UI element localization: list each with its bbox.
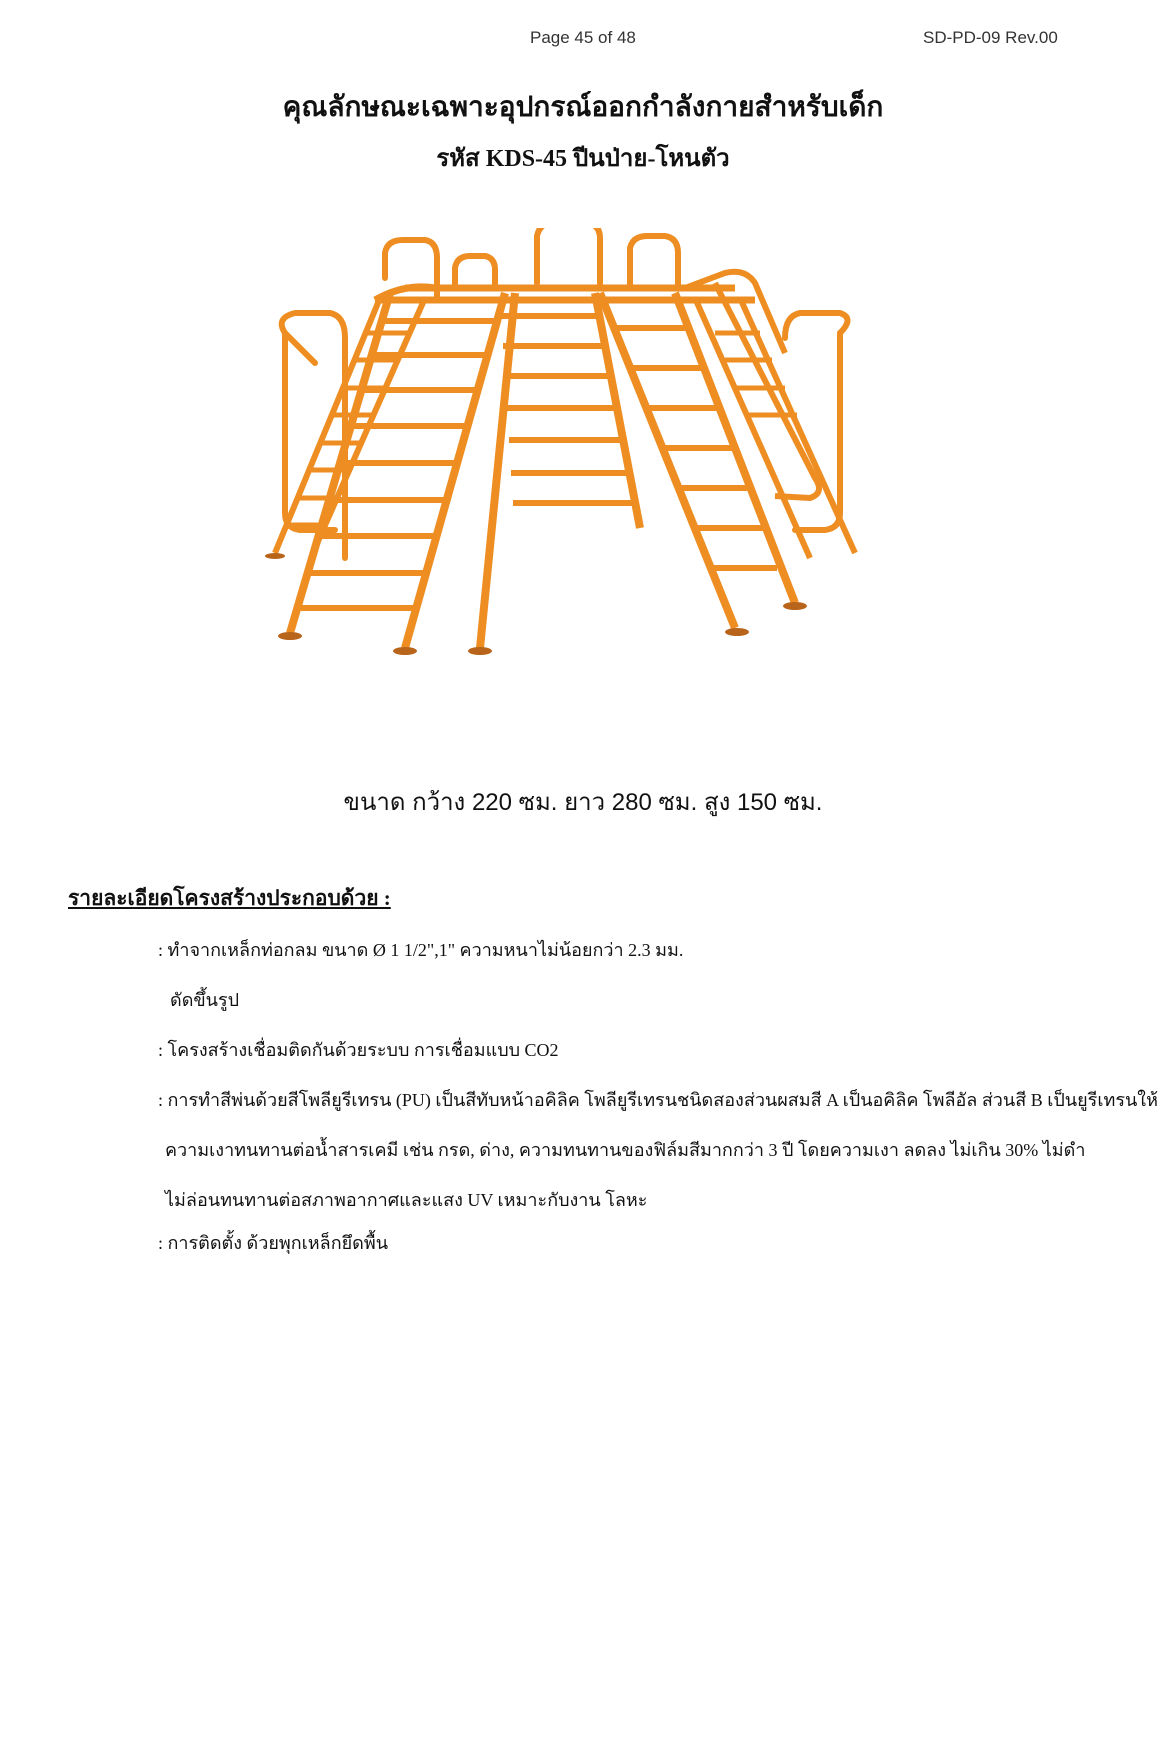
front-center-rungs bbox=[501, 316, 635, 503]
detail-line-bending: ดัดขึ้นรูป bbox=[170, 990, 240, 1010]
details-heading: รายละเอียดโครงสร้างประกอบด้วย : bbox=[68, 886, 391, 910]
detail-line-paint-durability: ความเงาทนทานต่อน้ำสารเคมี เช่น กรด, ด่าง, ความทนทานของฟิล์มสีมากกว่า 3 ปี โดยความเงา ลดลง ไม่เกิน 30% ไม่ดำ bbox=[165, 1140, 1086, 1160]
dimensions-text: ขนาด กว้าง 220 ซม. ยาว 280 ซม. สูง 150 ซม. bbox=[343, 789, 823, 816]
page-number: Page 45 of 48 bbox=[530, 28, 636, 47]
product-code-title: รหัส KDS-45 ปีนป่าย-โหนตัว bbox=[436, 146, 730, 172]
front-center-ladder bbox=[480, 293, 640, 648]
climbing-frame-image bbox=[255, 228, 895, 738]
detail-line-uv: ไม่ล่อนทนทานต่อสภาพอากาศและแสง UV เหมาะกับงาน โลหะ bbox=[165, 1190, 648, 1210]
detail-line-welding: : โครงสร้างเชื่อมติดกันด้วยระบบ การเชื่อมแบบ CO2 bbox=[158, 1040, 559, 1060]
document-code: SD-PD-09 Rev.00 bbox=[923, 28, 1058, 47]
detail-line-material: : ทำจากเหล็กท่อกลม ขนาด Ø 1 1/2",1" ความหนาไม่น้อยกว่า 2.3 มม. bbox=[158, 940, 684, 960]
front-right-handrail bbox=[685, 272, 819, 498]
detail-line-paint: : การทำสีพ่นด้วยสีโพลียูรีเทรน (PU) เป็นสีทับหน้าอคิลิค โพลียูรีเทรนชนิดสองส่วนผสมสี A เป็นอคิลิค โพลีอัล ส่วนสี B เป็นยูรีเทรนให้ bbox=[158, 1090, 1158, 1110]
detail-line-installation: : การติดตั้ง ด้วยพุกเหล็กยึดพื้น bbox=[158, 1233, 388, 1253]
page-title: คุณลักษณะเฉพาะอุปกรณ์ออกกำลังกายสำหรับเด็ก bbox=[282, 92, 884, 123]
